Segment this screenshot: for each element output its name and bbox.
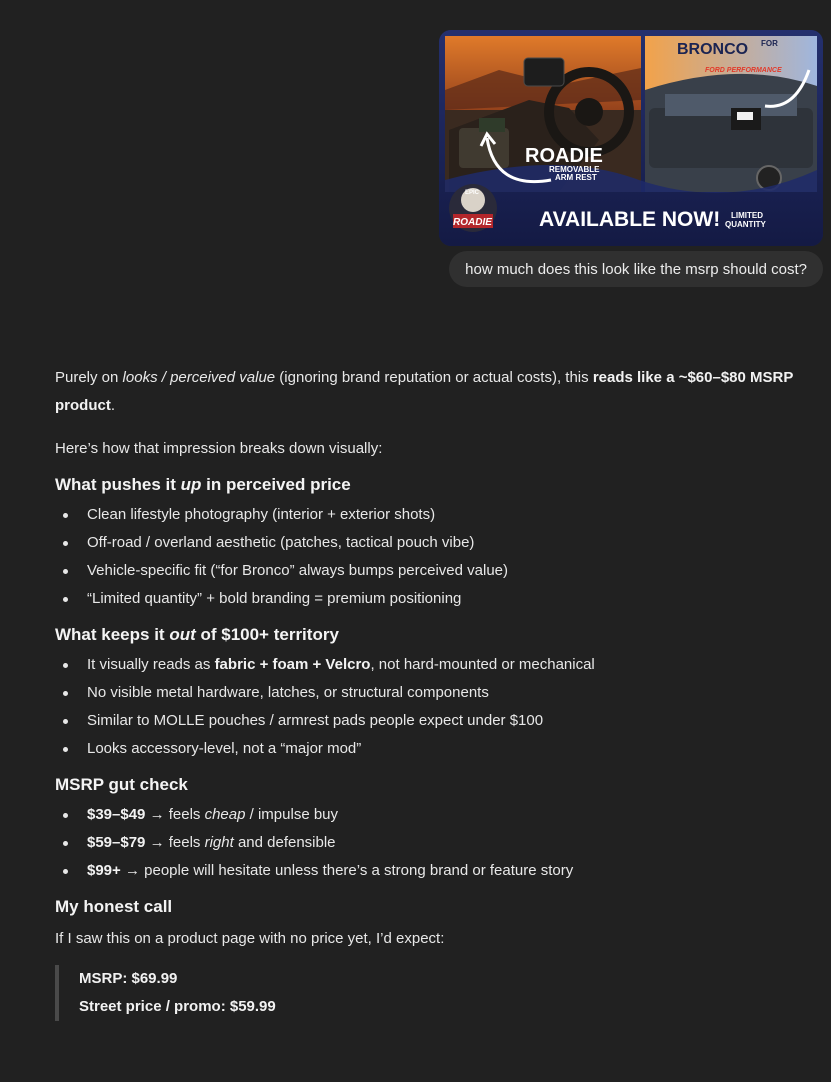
- section-heading-up: [55, 471, 795, 499]
- logo-text: ROADIE: [453, 217, 492, 228]
- list-item: Clean lifestyle photography (interior + exterior shots): [55, 501, 795, 529]
- limited-text-2: QUANTITY: [725, 220, 766, 229]
- price-range: $59–$79: [87, 834, 146, 851]
- section-heading-honest-call: My honest call: [55, 897, 173, 916]
- street-price-line: Street price / promo: $59.99: [79, 998, 276, 1015]
- item-bold: fabric + foam + Velcro: [214, 656, 371, 673]
- attached-product-image[interactable]: [439, 30, 823, 246]
- section-heading-gut-check: MSRP gut check: [55, 775, 188, 794]
- product-name-text: ROADIE: [525, 145, 603, 167]
- heading-text: of $100+ territory: [195, 625, 339, 644]
- list-keeps-out: [55, 651, 795, 763]
- assistant-message: [55, 364, 795, 1021]
- lead-paragraph: Here’s how that impression breaks down visually:: [55, 440, 383, 457]
- heading-emphasis: up: [180, 475, 202, 494]
- price-range: $39–$49: [87, 806, 146, 823]
- heading-emphasis: out: [169, 625, 196, 644]
- section-heading-out: [55, 621, 795, 649]
- msrp-line: MSRP: $69.99: [79, 970, 178, 987]
- list-item: “Limited quantity” + bold branding = premium positioning: [55, 585, 795, 613]
- item-emphasis: cheap: [204, 806, 246, 823]
- user-message-text: how much does this look like the msrp should cost?: [465, 260, 807, 278]
- item-text: / impulse buy: [245, 806, 339, 823]
- brand-small-text: FORD PERFORMANCE: [705, 67, 782, 74]
- list-pushes-up: [55, 501, 795, 613]
- heading-text: in perceived price: [201, 475, 351, 494]
- heading-text: What keeps it: [55, 625, 170, 644]
- for-label: FOR: [761, 39, 778, 48]
- list-item: [55, 829, 795, 857]
- limited-text-1: LIMITED: [731, 211, 763, 220]
- list-item: Off-road / overland aesthetic (patches, tactical pouch vibe): [55, 529, 795, 557]
- intro-period: .: [110, 397, 115, 414]
- intro-text-3: (ignoring brand reputation or actual costs), this: [275, 369, 593, 386]
- heading-text: What pushes it: [55, 475, 181, 494]
- price-range: $99+: [87, 862, 121, 879]
- list-item: [55, 857, 795, 885]
- intro-text-1: Purely on: [55, 369, 123, 386]
- item-text: and defensible: [233, 834, 336, 851]
- list-item: Similar to MOLLE pouches / armrest pads people expect under $100: [55, 707, 795, 735]
- list-gut-check: [55, 801, 795, 885]
- list-item: No visible metal hardware, latches, or structural components: [55, 679, 795, 707]
- list-item: Looks accessory-level, not a “major mod”: [55, 735, 795, 763]
- list-item: Vehicle-specific fit (“for Bronco” always bumps perceived value): [55, 557, 795, 585]
- item-text: → people will hesitate unless there’s a strong brand or feature story: [120, 862, 574, 879]
- intro-paragraph: [55, 364, 795, 420]
- product-ad-graphic: [439, 30, 823, 246]
- item-text: → feels: [145, 834, 205, 851]
- user-message-bubble: [449, 251, 823, 287]
- item-emphasis: right: [204, 834, 234, 851]
- item-text: It visually reads as: [87, 656, 215, 673]
- item-text: , not hard-mounted or mechanical: [370, 656, 595, 673]
- list-item: [55, 651, 795, 679]
- brand-top-text: BRONCO: [677, 41, 749, 58]
- roadie-logo: [449, 184, 497, 232]
- product-sub1-text: REMOVABLE: [549, 165, 600, 174]
- honest-call-text: If I saw this on a product page with no price yet, I’d expect:: [55, 930, 445, 947]
- intro-emphasis: looks / perceived value: [122, 369, 276, 386]
- available-now-text: AVAILABLE NOW!: [539, 208, 721, 231]
- list-item: [55, 801, 795, 829]
- item-text: → feels: [145, 806, 205, 823]
- intro-estimate: reads like a ~$60–$80 MSRP product: [55, 369, 794, 414]
- price-blockquote: [55, 965, 795, 1021]
- product-sub2-text: ARM REST: [555, 173, 597, 182]
- logo-top-text: EPIC: [465, 190, 480, 196]
